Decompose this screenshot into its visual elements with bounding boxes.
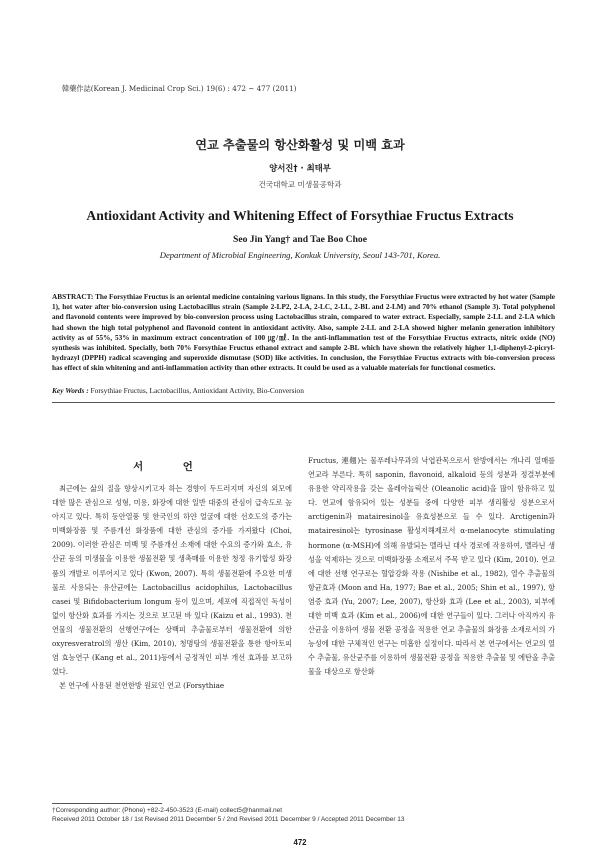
title-english: Antioxidant Activity and Whitening Effect of Forsythiae Fructus Extracts — [86, 208, 514, 223]
footnote-corresponding-author: †Corresponding author: (Phone) +82-2-450-3523 (E-mail) collect5@hanmail.net — [52, 807, 283, 814]
page-number: 472 — [293, 838, 307, 847]
keywords-text: Forsythiae Fructus, Lactobacillus, Antioxidant Activity, Bio-Conversion — [88, 386, 304, 395]
paragraph: 최근에는 삶의 질을 향상시키고자 하는 경향이 두드러지며 자신의 외모에 대한 많은 관심으로 성형, 미용, 화장에 대한 일반 대중의 관심이 급속도로 높아지고 있다. 특히 동안열풍 및 한국인의 하얀 얼굴에 대한 선호도의 증가는 미백화장품 및 주름개선 화장품에 대한 관심의 증가를 가져왔다 (Choi, 2009). 이러한 관심은 미백 및 주름개선 소재에 대한 수요의 증가와 효소, 유산균 등의 미생물을 이용한 생물전환 및 생촉매를 이용한 청정 유기합성 화장품의 개발로 이루어지고 있다 (Kwon, 2007). 특히 생물전환에 주요한 미생물로 사용되는 유산균에는 Lactobacillus acidophilus, Lactobacillus casei 및 Bifidobacterium longum 등이 있으며, 세포에 직접적인 독성이 없이 항산화 효과를 가지는 것으로 보고된 바 있다 (Kaizu et al., 1993). 천연물의 생물전환의 선행연구에는 상백피 추출물로부터 생물전환에 의한 oxyresveratrol의 생산 (Kim, 2010), 청명탕의 생물전환을 통한 항아토피염 효능연구 (Kang et al., 2011)등에서 긍정적인 피부 개선 효과를 보고하였다. — [52, 484, 292, 677]
keywords — [52, 386, 555, 396]
title-korean: 연교 추출물의 항산화활성 및 미백 효과 — [195, 138, 405, 152]
abstract-divider — [52, 402, 555, 403]
footnote-received-dates: Received 2011 October 18 / 1st Revised 2011 December 5 / 2nd Revised 2011 December 9 / Accepted 2011 December 13 — [52, 816, 405, 823]
section-heading-introduction: 서 언 — [133, 461, 211, 473]
affiliation-english: Department of Microbial Engineering, Konkuk University, Seoul 143-701, Korea. — [159, 250, 441, 260]
keywords-label: Key Words : — [52, 386, 89, 395]
abstract: ABSTRACT: The Forsythiae Fructus is an oriental medicine containing various lignans. In this study, the Forsythiae Fructus were extracted by hot water (Sample 1), hot water after bio-conversion using Lactobacillus strain (Sample 2-LP2, 2-LA, 2-LC, 2-LL, 2-BL and 2-LM) and 70% ethanol (Sample 3). Total polyphenol and flavonoid contents were improved by bio-conversion process using Lactobacillus strain, compared to water extract. Especially, sample 2-LL and 2-LA which had shown the high total polyphenol and flavonoid content in antioxidant activity. Also, sample 2-LL and 2-LA showed higher melanin generation inhibitory activity as of 55%, 53% in maximum extract concentration of 100 ㎍/㎖. In the anti-inflammation test of the Forsythiae Fructus extracts, nitric oxide (NO) synthesis was inhibited. Specially, both 70% Forsythiae Fructus ethanol extract and sample 2-BL which have shown the relatively higher 1,1-diphenyl-2-picryl-hydrazyl (DPPH) radical scavenging and superoxide dismutase (SOD) like activities. In conclusion, the Forsythiae Fructus extracts with bio-conversion process has effect of skin whitening and anti-inflammation activity than other extracts. It could be used as a valuable materials for functional cosmetics. — [52, 293, 555, 373]
journal-citation: 韓藥作誌(Korean J. Medicinal Crop Sci.) 19(6) : 472 ~ 477 (2011) — [62, 84, 297, 93]
footnote-divider — [52, 803, 162, 804]
authors-english: Seo Jin Yang† and Tae Boo Choe — [233, 234, 367, 245]
body-column-right — [308, 454, 555, 680]
body-column-left — [52, 482, 292, 693]
paragraph: Fructus, 連翹)는 물푸레나무과의 낙엽관목으로서 한방에서는 개나리 열매를 연교라 부른다. 특히 saponin, flavonoid, alkaloid 등의 성분과 정결부분에 유용한 약리작용을 갖는 올레아놀릭산 (Oleanolic acid)을 많이 함유하고 있다. 연교에 함유되어 있는 성분들 중에 다양한 피부 생리활성 성분으로서 arctigenin과 matairesinol을 유효성분으로 들 수 있다. Arctigenin과 matairesinol는 tyrosinase 활성저해제로서 α-melanocyte stimulating hormone (α-MSH)에 의해 유발되는 멜라닌 대사 경로에 작용하여, 멜라닌 생성을 억제하는 것으로 미백화장품 소재로서 주목 받고 있다 (Kim, 2010). 연교에 대한 선행 연구로는 혈압강화 작용 (Nishibe et al., 1982), 열수 추출물의 항균효과 (Moon and Ha, 1977; Bae et al., 2005; Shin et al., 1997), 항염증 효과 (Yu, 2007; Lee, 2007), 항산화 효과 (Lee et al., 2003), 피부에 대한 미백 효과 (Kim et al., 2006)에 대한 연구들이 있다. 그러나 아직까지 유산균을 이용하여 생물 전환 공정을 적용한 연교 추출물의 화장품 소재로서의 가능성에 대한 구체적인 연구는 미흡한 실정이다. 따라서 본 연구에서는 연교의 열수 추출물, 유산균주를 이용하여 생물전환 공정을 적용한 추출물 및 에탄올 추출물을 대상으로 항산화 — [308, 456, 555, 677]
affiliation-korean: 건국대학교 미생물공학과 — [258, 180, 342, 189]
authors-korean: 양서진† · 최태부 — [269, 163, 331, 173]
paragraph: 본 연구에 사용된 천연한방 원료인 연교 (Forsythiae — [59, 681, 225, 691]
